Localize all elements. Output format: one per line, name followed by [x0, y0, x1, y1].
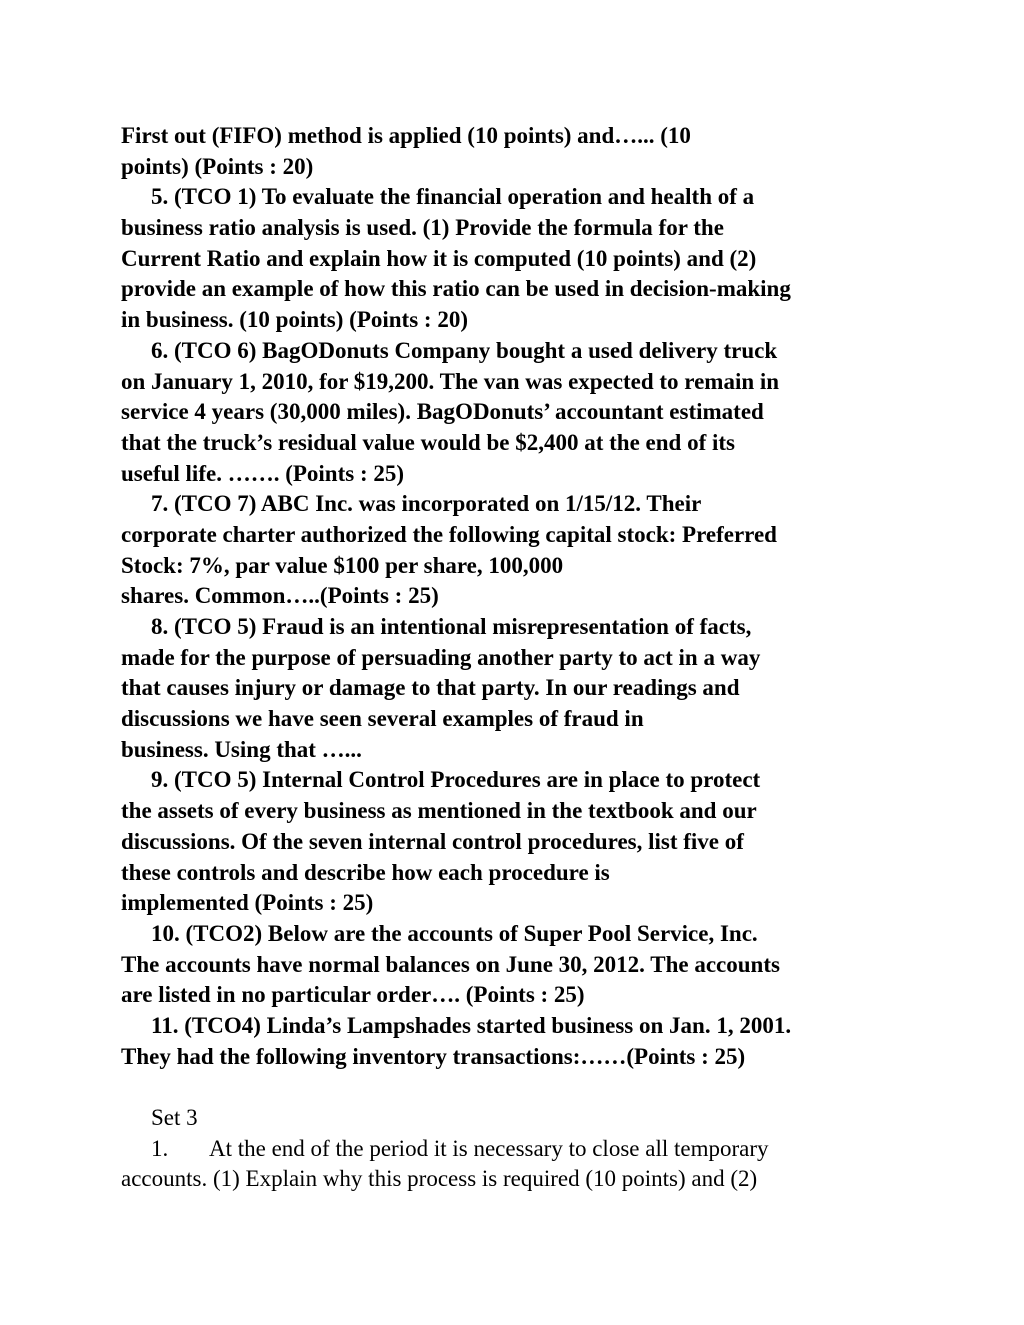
question-line: business ratio analysis is used. (1) Provide the formula for the	[121, 215, 724, 241]
text-line: points) (Points : 20)	[121, 153, 314, 179]
question-line: Current Ratio and explain how it is computed (10 points) and (2)	[121, 245, 757, 271]
question-8	[121, 612, 921, 765]
question-line: 7. (TCO 7) ABC Inc. was incorporated on 1/15/12. Their	[151, 491, 702, 517]
question-line: provide an example of how this ratio can be used in decision-making	[121, 276, 791, 302]
question-9	[121, 765, 921, 918]
question-line: Stock: 7%, par value $100 per share, 100,000	[121, 552, 564, 578]
question-line: are listed in no particular order…. (Points : 25)	[121, 982, 585, 1008]
question-11	[121, 1011, 921, 1072]
question-line: on January 1, 2010, for $19,200. The van was expected to remain in	[121, 368, 780, 394]
question-10	[121, 919, 921, 1011]
question-7	[121, 489, 921, 612]
question-line: 6. (TCO 6) BagODonuts Company bought a used delivery truck	[151, 337, 778, 363]
document-page	[121, 121, 921, 1195]
question-line: 5. (TCO 1) To evaluate the financial operation and health of a	[151, 184, 755, 210]
question-line: shares. Common…..(Points : 25)	[121, 583, 439, 609]
continuation-block	[121, 121, 921, 182]
question-line: service 4 years (30,000 miles). BagODonuts’ accountant estimated	[121, 399, 764, 425]
question-line: in business. (10 points) (Points : 20)	[121, 307, 468, 333]
question-line: business. Using that …...	[121, 736, 362, 762]
question-line: implemented (Points : 25)	[121, 890, 374, 916]
set-item-line: accounts. (1) Explain why this process is required (10 points) and (2)	[121, 1166, 758, 1192]
question-line: that causes injury or damage to that party. In our readings and	[121, 675, 740, 701]
item-text: At the end of the period it is necessary to close all temporary	[209, 1135, 769, 1161]
question-line: corporate charter authorized the following capital stock: Preferred	[121, 521, 777, 547]
set-item-line	[121, 1134, 921, 1165]
question-line: discussions. Of the seven internal control procedures, list five of	[121, 828, 744, 854]
question-line: The accounts have normal balances on June 30, 2012. The accounts	[121, 951, 780, 977]
question-line: 10. (TCO2) Below are the accounts of Super Pool Service, Inc.	[151, 920, 758, 946]
text-line: First out (FIFO) method is applied (10 points) and…... (10	[121, 123, 691, 148]
question-line: that the truck’s residual value would be $2,400 at the end of its	[121, 429, 735, 455]
question-line: these controls and describe how each procedure is	[121, 859, 610, 885]
blank-line	[121, 1072, 921, 1103]
question-line: 11. (TCO4) Linda’s Lampshades started business on Jan. 1, 2001.	[151, 1012, 792, 1038]
question-line: the assets of every business as mentioned in the textbook and our	[121, 798, 757, 824]
question-line: discussions we have seen several examples of fraud in	[121, 706, 644, 732]
question-6	[121, 336, 921, 489]
question-line: They had the following inventory transactions:……(Points : 25)	[121, 1043, 746, 1069]
set-3-section	[121, 1103, 921, 1195]
question-line: useful life. ……. (Points : 25)	[121, 460, 405, 486]
item-number: 1.	[151, 1135, 169, 1161]
question-line: made for the purpose of persuading another party to act in a way	[121, 644, 761, 670]
question-line: 8. (TCO 5) Fraud is an intentional misrepresentation of facts,	[151, 614, 752, 639]
question-5	[121, 182, 921, 335]
question-line: 9. (TCO 5) Internal Control Procedures are in place to protect	[151, 767, 761, 793]
set-heading: Set 3	[151, 1105, 198, 1130]
